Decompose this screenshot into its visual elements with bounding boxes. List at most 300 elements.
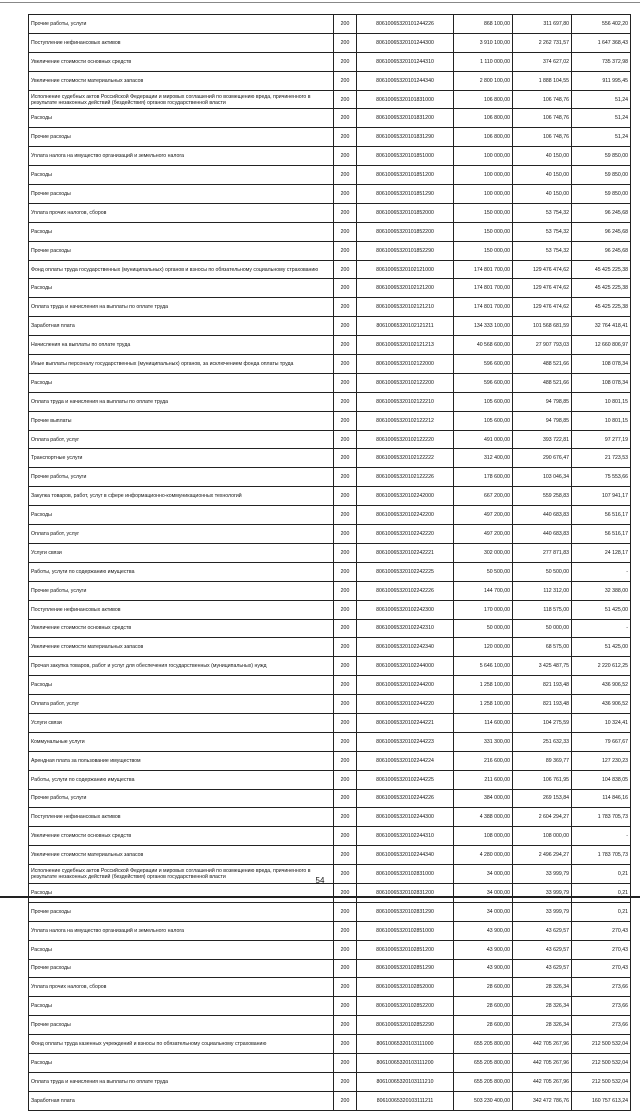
executed-amount-cell: 27 907 793,03	[513, 336, 572, 355]
line-code-cell: 200	[334, 52, 357, 71]
item-name-cell: Прочие расходы	[29, 902, 334, 921]
item-name-cell: Расходы	[29, 940, 334, 959]
budget-classification-code-cell: 80610065320101852000	[357, 203, 454, 222]
approved-amount-cell: 655 205 800,00	[454, 1053, 513, 1072]
approved-amount-cell: 2 800 100,00	[454, 71, 513, 90]
line-code-cell: 200	[334, 676, 357, 695]
line-code-cell: 200	[334, 203, 357, 222]
budget-classification-code-cell: 80610065320102831290	[357, 902, 454, 921]
executed-amount-cell: 40 150,00	[513, 166, 572, 185]
table-row	[29, 600, 631, 619]
budget-classification-code-cell: 80610065320102242221	[357, 543, 454, 562]
line-code-cell: 200	[334, 1072, 357, 1091]
line-code-cell: 200	[334, 732, 357, 751]
line-code-cell: 200	[334, 506, 357, 525]
executed-amount-cell: 43 629,57	[513, 921, 572, 940]
unexecuted-amount-cell: 96 245,68	[572, 222, 631, 241]
executed-amount-cell: 251 632,33	[513, 732, 572, 751]
executed-amount-cell: 118 575,00	[513, 600, 572, 619]
executed-amount-cell: 559 258,83	[513, 487, 572, 506]
unexecuted-amount-cell: 160 757 613,24	[572, 1091, 631, 1110]
line-code-cell: 200	[334, 713, 357, 732]
approved-amount-cell: 216 600,00	[454, 751, 513, 770]
table-row	[29, 657, 631, 676]
unexecuted-amount-cell: 735 372,98	[572, 52, 631, 71]
budget-classification-code-cell: 80610065320102242340	[357, 638, 454, 657]
unexecuted-amount-cell: 270,43	[572, 959, 631, 978]
budget-classification-code-cell: 80610065320102244224	[357, 751, 454, 770]
approved-amount-cell: 134 333 100,00	[454, 317, 513, 336]
budget-classification-code-cell: 80610065320102851000	[357, 921, 454, 940]
table-row	[29, 1053, 631, 1072]
item-name-cell: Прочие работы, услуги	[29, 789, 334, 808]
line-code-cell: 200	[334, 1053, 357, 1072]
executed-amount-cell: 290 676,47	[513, 449, 572, 468]
budget-classification-code-cell: 80610065320102122222	[357, 449, 454, 468]
line-code-cell: 200	[334, 260, 357, 279]
approved-amount-cell: 114 600,00	[454, 713, 513, 732]
table-row	[29, 562, 631, 581]
executed-amount-cell: 277 871,83	[513, 543, 572, 562]
unexecuted-amount-cell: 108 078,34	[572, 373, 631, 392]
table-row	[29, 279, 631, 298]
approved-amount-cell: 100 000,00	[454, 185, 513, 204]
table-row	[29, 1035, 631, 1054]
approved-amount-cell: 174 801 700,00	[454, 298, 513, 317]
unexecuted-amount-cell: 75 553,66	[572, 468, 631, 487]
table-row	[29, 940, 631, 959]
approved-amount-cell: 150 000,00	[454, 222, 513, 241]
executed-amount-cell: 43 629,57	[513, 940, 572, 959]
item-name-cell: Заработная плата	[29, 317, 334, 336]
item-name-cell: Прочие работы, услуги	[29, 581, 334, 600]
budget-classification-code-cell: 80610065320102122000	[357, 355, 454, 374]
item-name-cell: Заработная плата	[29, 1091, 334, 1110]
approved-amount-cell: 655 205 800,00	[454, 1072, 513, 1091]
budget-classification-code-cell: 80610065320102121213	[357, 336, 454, 355]
line-code-cell: 200	[334, 827, 357, 846]
unexecuted-amount-cell: 96 245,68	[572, 203, 631, 222]
unexecuted-amount-cell: 21 723,53	[572, 449, 631, 468]
line-code-cell: 200	[334, 808, 357, 827]
budget-classification-code-cell: 80610065320102242300	[357, 600, 454, 619]
table-row	[29, 713, 631, 732]
approved-amount-cell: 178 600,00	[454, 468, 513, 487]
line-code-cell: 200	[334, 940, 357, 959]
unexecuted-amount-cell: 51,24	[572, 90, 631, 109]
unexecuted-amount-cell: 270,43	[572, 940, 631, 959]
unexecuted-amount-cell: 59 850,00	[572, 147, 631, 166]
unexecuted-amount-cell: 45 425 225,38	[572, 298, 631, 317]
budget-classification-code-cell: 80610065320102242226	[357, 581, 454, 600]
approved-amount-cell: 655 205 800,00	[454, 1035, 513, 1054]
item-name-cell: Расходы	[29, 166, 334, 185]
table-row	[29, 543, 631, 562]
line-code-cell: 200	[334, 468, 357, 487]
item-name-cell: Увеличение стоимости основных средств	[29, 619, 334, 638]
approved-amount-cell: 302 000,00	[454, 543, 513, 562]
executed-amount-cell: 106 748,76	[513, 109, 572, 128]
executed-amount-cell: 94 798,85	[513, 392, 572, 411]
approved-amount-cell: 43 900,00	[454, 940, 513, 959]
item-name-cell: Прочие расходы	[29, 241, 334, 260]
item-name-cell: Закупка товаров, работ, услуг в сфере информационно-коммуникационных технологий	[29, 487, 334, 506]
line-code-cell: 200	[334, 695, 357, 714]
line-code-cell: 200	[334, 166, 357, 185]
executed-amount-cell: 103 046,34	[513, 468, 572, 487]
line-code-cell: 200	[334, 90, 357, 109]
budget-classification-code-cell: 80610065320102244221	[357, 713, 454, 732]
line-code-cell: 200	[334, 619, 357, 638]
line-code-cell: 200	[334, 487, 357, 506]
line-code-cell: 200	[334, 600, 357, 619]
table-row	[29, 695, 631, 714]
executed-amount-cell: 53 754,32	[513, 241, 572, 260]
table-row	[29, 90, 631, 109]
unexecuted-amount-cell: 96 245,68	[572, 241, 631, 260]
table-row	[29, 751, 631, 770]
approved-amount-cell: 331 300,00	[454, 732, 513, 751]
budget-classification-code-cell: 80610065320102121211	[357, 317, 454, 336]
unexecuted-amount-cell: 45 425 225,38	[572, 260, 631, 279]
approved-amount-cell: 120 000,00	[454, 638, 513, 657]
item-name-cell: Поступление нефинансовых активов	[29, 808, 334, 827]
unexecuted-amount-cell: 911 995,45	[572, 71, 631, 90]
executed-amount-cell: 112 312,00	[513, 581, 572, 600]
executed-amount-cell: 50 500,00	[513, 562, 572, 581]
unexecuted-amount-cell: 2 220 612,25	[572, 657, 631, 676]
budget-classification-code-cell: 80610065320102852200	[357, 997, 454, 1016]
executed-amount-cell: 101 568 681,59	[513, 317, 572, 336]
table-row	[29, 317, 631, 336]
approved-amount-cell: 28 600,00	[454, 1016, 513, 1035]
approved-amount-cell: 50 500,00	[454, 562, 513, 581]
approved-amount-cell: 34 000,00	[454, 865, 513, 884]
line-code-cell: 200	[334, 355, 357, 374]
budget-classification-code-cell: 80610065320101831200	[357, 109, 454, 128]
executed-amount-cell: 442 705 267,96	[513, 1053, 572, 1072]
budget-classification-code-cell: 80610065320102242310	[357, 619, 454, 638]
unexecuted-amount-cell: 273,66	[572, 1016, 631, 1035]
executed-amount-cell: 106 761,95	[513, 770, 572, 789]
table-row	[29, 827, 631, 846]
item-name-cell: Прочая закупка товаров, работ и услуг для обеспечения государственных (муниципальных) нужд	[29, 657, 334, 676]
executed-amount-cell: 440 683,83	[513, 506, 572, 525]
table-row	[29, 638, 631, 657]
item-name-cell: Увеличение стоимости материальных запасов	[29, 638, 334, 657]
table-row	[29, 1016, 631, 1035]
item-name-cell: Прочие выплаты	[29, 411, 334, 430]
budget-classification-code-cell: 80610065320101244340	[357, 71, 454, 90]
unexecuted-amount-cell: 1 647 368,43	[572, 33, 631, 52]
line-code-cell: 200	[334, 449, 357, 468]
unexecuted-amount-cell: 0,21	[572, 865, 631, 884]
item-name-cell: Расходы	[29, 222, 334, 241]
budget-classification-code-cell: 80610065320102831200	[357, 883, 454, 902]
approved-amount-cell: 868 100,00	[454, 15, 513, 34]
line-code-cell: 200	[334, 336, 357, 355]
item-name-cell: Расходы	[29, 997, 334, 1016]
approved-amount-cell: 170 000,00	[454, 600, 513, 619]
executed-amount-cell: 2 262 731,57	[513, 33, 572, 52]
item-name-cell: Поступление нефинансовых активов	[29, 600, 334, 619]
line-code-cell: 200	[334, 770, 357, 789]
approved-amount-cell: 1 258 100,00	[454, 676, 513, 695]
approved-amount-cell: 43 900,00	[454, 921, 513, 940]
executed-amount-cell: 33 999,79	[513, 883, 572, 902]
budget-classification-code-cell: 80610065320103111200	[357, 1053, 454, 1072]
approved-amount-cell: 4 388 000,00	[454, 808, 513, 827]
executed-amount-cell: 821 193,48	[513, 695, 572, 714]
approved-amount-cell: 50 000,00	[454, 619, 513, 638]
table-row	[29, 373, 631, 392]
executed-amount-cell: 442 705 267,96	[513, 1035, 572, 1054]
table-row	[29, 336, 631, 355]
line-code-cell: 200	[334, 279, 357, 298]
approved-amount-cell: 503 230 400,00	[454, 1091, 513, 1110]
item-name-cell: Оплата труда и начисления на выплаты по оплате труда	[29, 392, 334, 411]
item-name-cell: Расходы	[29, 373, 334, 392]
executed-amount-cell: 342 472 786,76	[513, 1091, 572, 1110]
item-name-cell: Расходы	[29, 883, 334, 902]
executed-amount-cell: 440 683,83	[513, 525, 572, 544]
table-row	[29, 109, 631, 128]
unexecuted-amount-cell: 56 516,17	[572, 525, 631, 544]
item-name-cell: Оплата труда и начисления на выплаты по оплате труда	[29, 1072, 334, 1091]
item-name-cell: Фонд оплаты труда казенных учреждений и взносы по обязательному социальному страхованию	[29, 1035, 334, 1054]
budget-classification-code-cell: 80610065320102244220	[357, 695, 454, 714]
table-row	[29, 525, 631, 544]
executed-amount-cell: 2 496 294,27	[513, 846, 572, 865]
line-code-cell: 200	[334, 392, 357, 411]
line-code-cell: 200	[334, 789, 357, 808]
line-code-cell: 200	[334, 902, 357, 921]
item-name-cell: Оплата работ, услуг	[29, 695, 334, 714]
budget-classification-code-cell: 80610065320102122210	[357, 392, 454, 411]
item-name-cell: Расходы	[29, 506, 334, 525]
budget-classification-code-cell: 80610065320102121210	[357, 298, 454, 317]
unexecuted-amount-cell: 436 906,52	[572, 695, 631, 714]
line-code-cell: 200	[334, 959, 357, 978]
table-row	[29, 222, 631, 241]
item-name-cell: Работы, услуги по содержанию имущества	[29, 562, 334, 581]
table-row	[29, 15, 631, 34]
approved-amount-cell: 497 200,00	[454, 506, 513, 525]
item-name-cell: Оплата труда и начисления на выплаты по оплате труда	[29, 298, 334, 317]
line-code-cell: 200	[334, 241, 357, 260]
executed-amount-cell: 28 326,34	[513, 1016, 572, 1035]
executed-amount-cell: 106 748,76	[513, 128, 572, 147]
table-row	[29, 468, 631, 487]
unexecuted-amount-cell: 32 388,00	[572, 581, 631, 600]
line-code-cell: 200	[334, 1016, 357, 1035]
table-row	[29, 71, 631, 90]
item-name-cell: Прочие работы, услуги	[29, 468, 334, 487]
budget-classification-code-cell: 80610065320101244226	[357, 15, 454, 34]
unexecuted-amount-cell: 127 230,23	[572, 751, 631, 770]
budget-classification-code-cell: 80610065320102852290	[357, 1016, 454, 1035]
unexecuted-amount-cell: 1 783 705,73	[572, 808, 631, 827]
table-row	[29, 411, 631, 430]
executed-amount-cell: 393 722,81	[513, 430, 572, 449]
item-name-cell: Работы, услуги по содержанию имущества	[29, 770, 334, 789]
executed-amount-cell: 28 326,34	[513, 997, 572, 1016]
item-name-cell: Расходы	[29, 676, 334, 695]
approved-amount-cell: 34 000,00	[454, 902, 513, 921]
table-row	[29, 789, 631, 808]
unexecuted-amount-cell: 104 838,05	[572, 770, 631, 789]
line-code-cell: 200	[334, 751, 357, 770]
budget-classification-code-cell: 80610065320101852290	[357, 241, 454, 260]
unexecuted-amount-cell: 79 667,67	[572, 732, 631, 751]
item-name-cell: Увеличение стоимости материальных запасов	[29, 846, 334, 865]
table-row	[29, 392, 631, 411]
line-code-cell: 200	[334, 373, 357, 392]
budget-classification-code-cell: 80610065320102244226	[357, 789, 454, 808]
line-code-cell: 200	[334, 865, 357, 884]
approved-amount-cell: 106 800,00	[454, 90, 513, 109]
budget-classification-code-cell: 80610065320102851200	[357, 940, 454, 959]
item-name-cell: Уплата налога на имущество организаций и земельного налога	[29, 921, 334, 940]
line-code-cell: 200	[334, 883, 357, 902]
line-code-cell: 200	[334, 222, 357, 241]
line-code-cell: 200	[334, 411, 357, 430]
approved-amount-cell: 1 110 000,00	[454, 52, 513, 71]
line-code-cell: 200	[334, 185, 357, 204]
unexecuted-amount-cell: 108 078,34	[572, 355, 631, 374]
table-row	[29, 449, 631, 468]
budget-classification-code-cell: 80610065320101851290	[357, 185, 454, 204]
unexecuted-amount-cell: 56 516,17	[572, 506, 631, 525]
budget-classification-code-cell: 80610065320102244340	[357, 846, 454, 865]
unexecuted-amount-cell: 51,24	[572, 128, 631, 147]
budget-classification-code-cell: 80610065320101852200	[357, 222, 454, 241]
table-row	[29, 846, 631, 865]
unexecuted-amount-cell: 212 500 532,04	[572, 1053, 631, 1072]
executed-amount-cell: 68 575,00	[513, 638, 572, 657]
line-code-cell: 200	[334, 997, 357, 1016]
table-row	[29, 128, 631, 147]
budget-classification-code-cell: 80610065320102242220	[357, 525, 454, 544]
item-name-cell: Услуги связи	[29, 543, 334, 562]
executed-amount-cell: 53 754,32	[513, 203, 572, 222]
table-row	[29, 997, 631, 1016]
line-code-cell: 200	[334, 128, 357, 147]
unexecuted-amount-cell: 10 801,15	[572, 411, 631, 430]
table-row	[29, 732, 631, 751]
unexecuted-amount-cell: 1 783 705,73	[572, 846, 631, 865]
executed-amount-cell: 94 798,85	[513, 411, 572, 430]
table-row	[29, 298, 631, 317]
item-name-cell: Иные выплаты персоналу государственных (муниципальных) органов, за исключением фонда оплаты труда	[29, 355, 334, 374]
executed-amount-cell: 43 629,57	[513, 959, 572, 978]
budget-classification-code-cell: 80610065320102851290	[357, 959, 454, 978]
table-row	[29, 506, 631, 525]
budget-classification-code-cell: 80610065320101831000	[357, 90, 454, 109]
line-code-cell: 200	[334, 109, 357, 128]
table-row	[29, 487, 631, 506]
approved-amount-cell: 497 200,00	[454, 525, 513, 544]
table-row	[29, 185, 631, 204]
item-name-cell: Увеличение стоимости основных средств	[29, 827, 334, 846]
unexecuted-amount-cell: 59 850,00	[572, 185, 631, 204]
table-row	[29, 260, 631, 279]
approved-amount-cell: 144 700,00	[454, 581, 513, 600]
executed-amount-cell: 821 193,48	[513, 676, 572, 695]
approved-amount-cell: 106 800,00	[454, 128, 513, 147]
budget-classification-code-cell: 80610065320101831290	[357, 128, 454, 147]
executed-amount-cell: 28 326,34	[513, 978, 572, 997]
budget-classification-code-cell: 80610065320102121000	[357, 260, 454, 279]
line-code-cell: 200	[334, 581, 357, 600]
item-name-cell: Расходы	[29, 279, 334, 298]
budget-classification-code-cell: 80610065320103111000	[357, 1035, 454, 1054]
line-code-cell: 200	[334, 298, 357, 317]
executed-amount-cell: 40 150,00	[513, 185, 572, 204]
approved-amount-cell: 667 200,00	[454, 487, 513, 506]
budget-classification-code-cell: 80610065320103111211	[357, 1091, 454, 1110]
table-row	[29, 241, 631, 260]
line-code-cell: 200	[334, 657, 357, 676]
item-name-cell: Увеличение стоимости материальных запасов	[29, 71, 334, 90]
approved-amount-cell: 105 600,00	[454, 392, 513, 411]
approved-amount-cell: 211 600,00	[454, 770, 513, 789]
executed-amount-cell: 33 999,79	[513, 902, 572, 921]
unexecuted-amount-cell: 51 425,00	[572, 638, 631, 657]
executed-amount-cell: 374 627,02	[513, 52, 572, 71]
item-name-cell: Прочие расходы	[29, 185, 334, 204]
item-name-cell: Прочие расходы	[29, 1016, 334, 1035]
table-row	[29, 921, 631, 940]
budget-classification-code-cell: 80610065320102122220	[357, 430, 454, 449]
unexecuted-amount-cell: -	[572, 619, 631, 638]
line-code-cell: 200	[334, 921, 357, 940]
unexecuted-amount-cell: -	[572, 562, 631, 581]
budget-classification-code-cell: 80610065320103111210	[357, 1072, 454, 1091]
table-row	[29, 883, 631, 902]
executed-amount-cell: 53 754,32	[513, 222, 572, 241]
executed-amount-cell: 89 369,77	[513, 751, 572, 770]
unexecuted-amount-cell: 59 850,00	[572, 166, 631, 185]
unexecuted-amount-cell: 97 277,19	[572, 430, 631, 449]
unexecuted-amount-cell: 436 906,52	[572, 676, 631, 695]
executed-amount-cell: 1 888 104,55	[513, 71, 572, 90]
item-name-cell: Оплата работ, услуг	[29, 525, 334, 544]
line-code-cell: 200	[334, 71, 357, 90]
unexecuted-amount-cell: 273,66	[572, 997, 631, 1016]
table-row	[29, 808, 631, 827]
item-name-cell: Прочие работы, услуги	[29, 15, 334, 34]
approved-amount-cell: 3 910 100,00	[454, 33, 513, 52]
item-name-cell: Расходы	[29, 1053, 334, 1072]
approved-amount-cell: 34 000,00	[454, 883, 513, 902]
line-code-cell: 200	[334, 638, 357, 657]
item-name-cell: Расходы	[29, 109, 334, 128]
executed-amount-cell: 129 476 474,62	[513, 260, 572, 279]
executed-amount-cell: 269 153,84	[513, 789, 572, 808]
item-name-cell: Поступление нефинансовых активов	[29, 33, 334, 52]
table-row	[29, 581, 631, 600]
budget-classification-code-cell: 80610065320102242000	[357, 487, 454, 506]
budget-classification-code-cell: 80610065320101244300	[357, 33, 454, 52]
budget-classification-code-cell: 80610065320102852000	[357, 978, 454, 997]
budget-classification-code-cell: 80610065320102122212	[357, 411, 454, 430]
executed-amount-cell: 129 476 474,62	[513, 298, 572, 317]
budget-classification-code-cell: 80610065320102244000	[357, 657, 454, 676]
table-body	[29, 15, 631, 1111]
item-name-cell: Прочие расходы	[29, 959, 334, 978]
item-name-cell: Фонд оплаты труда государственных (муниципальных) органов и взносы по обязательному социальному страхованию	[29, 260, 334, 279]
